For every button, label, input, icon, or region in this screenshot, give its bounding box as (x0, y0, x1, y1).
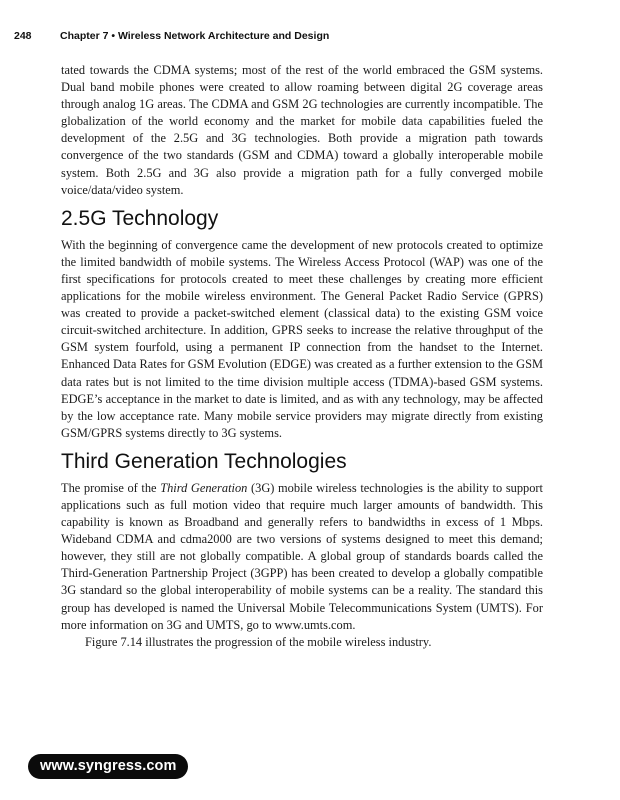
section-3g-para-suffix: (3G) mobile wireless technologies is the ability to support applications such as full motion video that require much larger amounts of bandwidth. This capability is known as Broadband and generally refers to bandwidths in excess of 1 Mbps. Wideband CDMA and cdma2000 are two versions of systems designed to meet this demand; however, they still are not globally compatible. A global group of standards boards called the Third-Generation Partnership Project (3GPP) has been created to develop a globally compatible 3G standard so the global interoperability of mobile systems can be a reality. The standard this group has developed is named the Universal Mobile Telecommunications System (UMTS). For more information on 3G and UMTS, go to www.umts.com. (61, 480, 543, 632)
section-heading-2-5g: 2.5G Technology (61, 206, 219, 230)
intro-paragraph: tated towards the CDMA systems; most of the rest of the world embraced the GSM systems. Dual band mobile phones were created to allow roaming between digital 2G coverage areas through analog 1G areas. The CDMA and GSM 2G technologies are currently incompatible. The globalization of the world economy and the market for mobile data capabilities fueled the development of the 2.5G and 3G technologies. Both provide a migration path towards convergence of the two standards (GSM and CDMA) toward a globally interoperable mobile system. Both 2.5G and 3G also provide a migration path for a fully converged mobile voice/data/video system. (61, 63, 543, 197)
running-header (14, 30, 574, 42)
page-number: 248 (14, 30, 32, 42)
section-3g-paragraph (61, 480, 543, 634)
chapter-title: Chapter 7 • Wireless Network Architecture and Design (60, 30, 330, 42)
section-3g-para-prefix: The promise of the (61, 480, 161, 495)
section-heading-3g: Third Generation Technologies (61, 449, 347, 473)
section-2-5g-paragraph: With the beginning of convergence came the development of new protocols created to optimize the limited bandwidth of mobile systems. The Wireless Access Protocol (WAP) was one of the first specifications for protocols created to meet these challenges by creating more efficient applications for the mobile wireless environment. The General Packet Radio Service (GPRS) was created to provide a packet-switched element (classical data) to the existing GSM voice circuit-switched architecture. In addition, GPRS seeks to increase the relative throughput of the GSM system fourfold, using a permanent IP connection from the handset to the Internet. Enhanced Data Rates for GSM Evolution (EDGE) was created as a further extension to the GSM data rates but is not limited to the time division multiple access (TDMA)-based GSM systems. EDGE’s acceptance in the market to date is limited, and as with any technology, may be affected by the low acceptance rate. Many mobile service providers may migrate directly from existing GSM/GPRS systems directly to 3G systems. (61, 237, 543, 440)
section-3g-para-italic: Third Generation (160, 480, 248, 495)
page-body (61, 62, 543, 651)
figure-reference-note: Figure 7.14 illustrates the progression of the mobile wireless industry. (85, 634, 432, 649)
publisher-url-badge: www.syngress.com (28, 754, 188, 779)
